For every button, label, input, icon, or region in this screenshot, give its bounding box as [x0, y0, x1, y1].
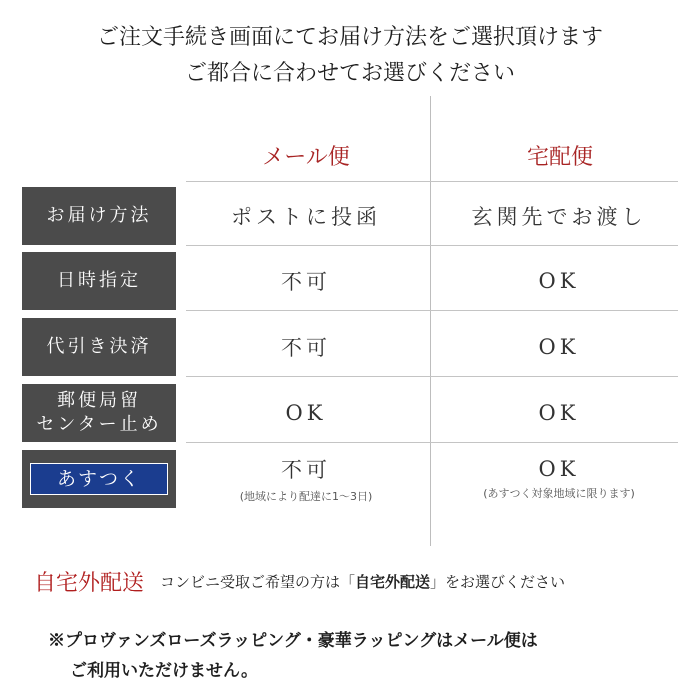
pickup-text [160, 571, 565, 592]
cell-value: 不可 [281, 458, 331, 482]
page-header [0, 20, 700, 92]
pickup-text-bold: 自宅外配送 [355, 573, 431, 591]
pickup-title: 自宅外配送 [34, 571, 145, 596]
row-label-delivery-method: お届け方法 [22, 187, 176, 245]
pickup-text-suffix: 」をお選びください [430, 573, 566, 591]
table-row-asutsuku [22, 450, 678, 508]
row-divider [186, 310, 678, 311]
row-divider [186, 245, 678, 246]
table-row-date-time [22, 252, 678, 310]
cell-mail-date-time: 不可 [281, 270, 331, 294]
cell-mail-asutsuku [186, 450, 426, 508]
pickup-section [34, 566, 674, 597]
header-line-1: ご注文手続き画面にてお届け方法をご選択頂けます [96, 25, 603, 50]
cell-note: (地域により配達に1〜3日) [239, 490, 373, 503]
row-divider [186, 181, 678, 182]
column-title-takuhai: 宅配便 [526, 145, 593, 170]
cell-takuhai-post-office: OK [538, 401, 580, 425]
pickup-text-prefix: コンビニ受取ご希望の方は「 [160, 573, 356, 591]
row-divider [186, 442, 678, 443]
column-title-mail: メール便 [262, 145, 350, 170]
note-line-2: ご利用いただけません。 [70, 661, 259, 681]
cell-note: (あすつく対象地域に限ります) [483, 487, 635, 500]
row-label-post-office [22, 384, 176, 442]
cell-mail-post-office: OK [285, 401, 327, 425]
cell-value: OK [538, 457, 580, 481]
header-line-2: ご都合に合わせてお選びください [184, 61, 515, 86]
table-row-cod [22, 318, 678, 376]
row-label-cod: 代引き決済 [22, 318, 176, 376]
wrapping-note [48, 626, 668, 686]
cell-takuhai-asutsuku [440, 450, 678, 508]
cell-mail-delivery-method: ポストに投函 [231, 205, 381, 229]
table-row-post-office [22, 384, 678, 442]
row-label-date-time: 日時指定 [22, 252, 176, 310]
row-divider [186, 376, 678, 377]
cell-mail-cod: 不可 [281, 336, 331, 360]
cell-takuhai-date-time: OK [538, 269, 580, 293]
asutsuku-badge: あすつく [30, 463, 168, 495]
row-label-line-1: 郵便局留 [57, 390, 141, 411]
cell-takuhai-cod: OK [538, 335, 580, 359]
table-row-delivery-method [22, 187, 678, 245]
row-label-asutsuku [22, 450, 176, 508]
cell-takuhai-delivery-method: 玄関先でお渡し [471, 205, 647, 229]
note-line-1: ※プロヴァンズローズラッピング・豪華ラッピングはメール便は [48, 631, 538, 651]
row-label-line-2: センター止め [36, 414, 162, 435]
